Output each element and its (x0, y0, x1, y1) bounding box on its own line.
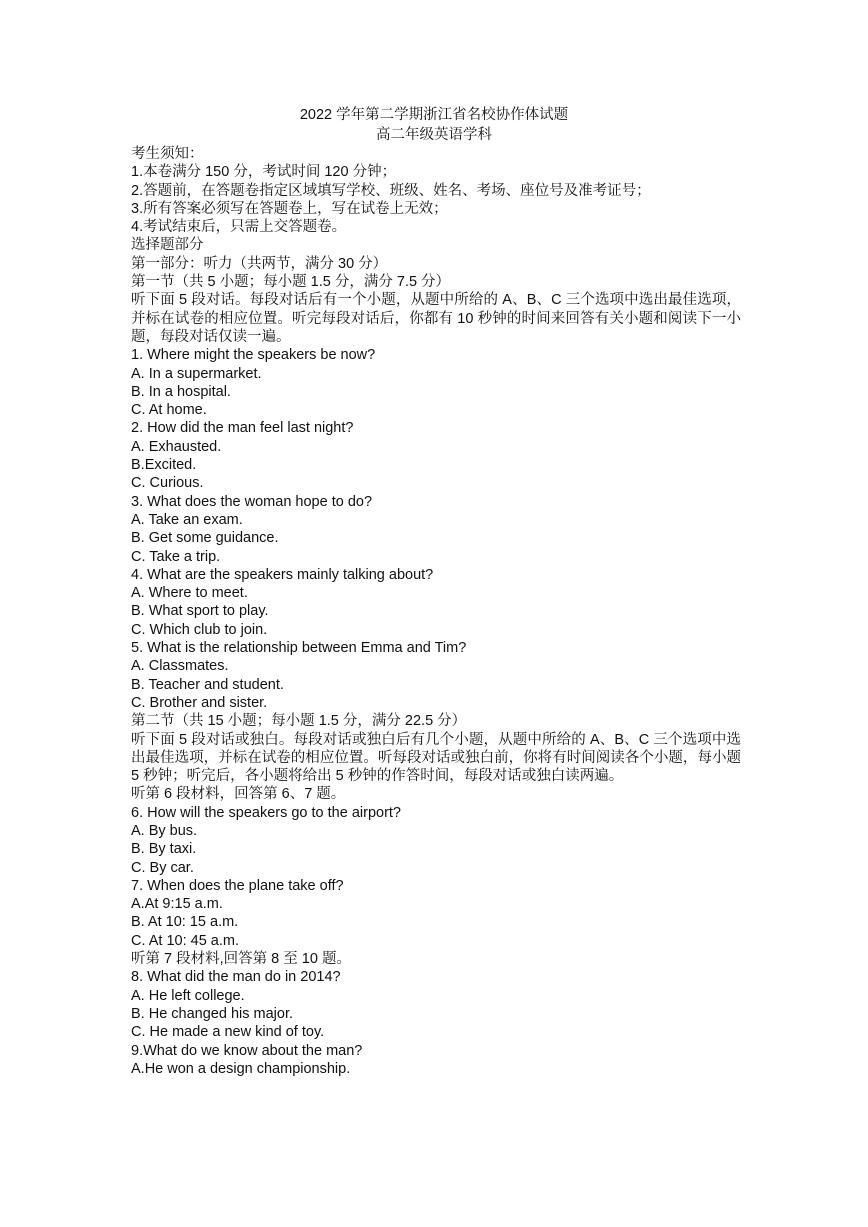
section2-instructions: 听下面 5 段对话或独白。每段对话或独白后有几个小题，从题中所给的 A、B、C 三个选项中选出最佳选项，并标在试卷的相应位置。听每段对话或独白前，你将有时间阅读各个小题，每小题 5 秒钟；听完后，各小题将给出 5 秒钟的作答时间，每段对话或独白读两遍。 (131, 731, 741, 785)
question: 7. When does the plane take off? (131, 877, 344, 894)
section1-heading: 第一节（共 5 小题；每小题 1.5 分，满分 7.5 分） (131, 274, 451, 291)
option: A.He won a design championship. (131, 1060, 351, 1077)
option: C. Take a trip. (131, 548, 221, 565)
option: B. Get some guidance. (131, 530, 279, 547)
question: 6. How will the speakers go to the airport? (131, 804, 401, 821)
option: B.Excited. (131, 457, 197, 474)
material-note: 听第 7 段材料,回答第 8 至 10 题。 (131, 951, 351, 968)
option: A. Where to meet. (131, 585, 248, 602)
section2-heading: 第二节（共 15 小题；每小题 1.5 分，满分 22.5 分） (131, 713, 467, 730)
notice-item: 3.所有答案必须写在答题卷上，写在试卷上无效； (131, 200, 448, 217)
option: A. By bus. (131, 822, 198, 839)
option: A.At 9:15 a.m. (131, 896, 223, 913)
notice-header: 考生须知： (131, 146, 204, 162)
option: A. Exhausted. (131, 438, 222, 455)
option: C. At home. (131, 402, 207, 419)
option: B. Teacher and student. (131, 676, 284, 693)
exam-body (131, 145, 741, 1078)
question: 9.What do we know about the man? (131, 1042, 363, 1059)
option: A. He left college. (131, 987, 245, 1004)
material-note: 听第 6 段材料，回答第 6、7 题。 (131, 786, 346, 803)
notice-item: 2.答题前，在答题卷指定区域填写学校、班级、姓名、考场、座位号及准考证号； (131, 182, 651, 199)
option: C. Curious. (131, 475, 204, 492)
question: 4. What are the speakers mainly talking about? (131, 566, 434, 583)
section-heading: 选择题部分 (131, 237, 204, 254)
question: 2. How did the man feel last night? (131, 420, 354, 437)
section1-instructions: 听下面 5 段对话。每段对话后有一个小题，从题中所给的 A、B、C 三个选项中选出最佳选项，并标在试卷的相应位置。听完每段对话后，你都有 10 秒钟的时间来回答有关小题和阅读下一小题，每段对话仅读一遍。 (131, 292, 741, 345)
option: B. At 10: 15 a.m. (131, 914, 239, 931)
option: C. Brother and sister. (131, 694, 268, 711)
option: A. In a supermarket. (131, 365, 262, 382)
option: B. He changed his major. (131, 1005, 294, 1022)
option: B. What sport to play. (131, 603, 269, 620)
exam-subtitle: 高二年级英语学科 (376, 127, 492, 143)
option: C. Which club to join. (131, 621, 268, 638)
question: 5. What is the relationship between Emma and Tim? (131, 640, 467, 657)
question: 3. What does the woman hope to do? (131, 493, 373, 510)
question: 8. What did the man do in 2014? (131, 969, 341, 986)
notice-item: 1.本卷满分 150 分，考试时间 120 分钟； (131, 164, 397, 181)
option: A. Classmates. (131, 658, 229, 675)
exam-title: 2022 学年第二学期浙江省名校协作体试题 (299, 107, 569, 123)
part-heading: 第一部分：听力（共两节，满分 30 分） (131, 255, 388, 272)
option: B. By taxi. (131, 841, 197, 858)
option: B. In a hospital. (131, 383, 231, 400)
option: A. Take an exam. (131, 511, 243, 528)
option: C. At 10: 45 a.m. (131, 932, 239, 949)
option: C. By car. (131, 859, 194, 876)
question: 1. Where might the speakers be now? (131, 347, 376, 364)
option: C. He made a new kind of toy. (131, 1024, 325, 1041)
notice-item: 4.考试结束后，只需上交答题卷。 (131, 219, 347, 236)
